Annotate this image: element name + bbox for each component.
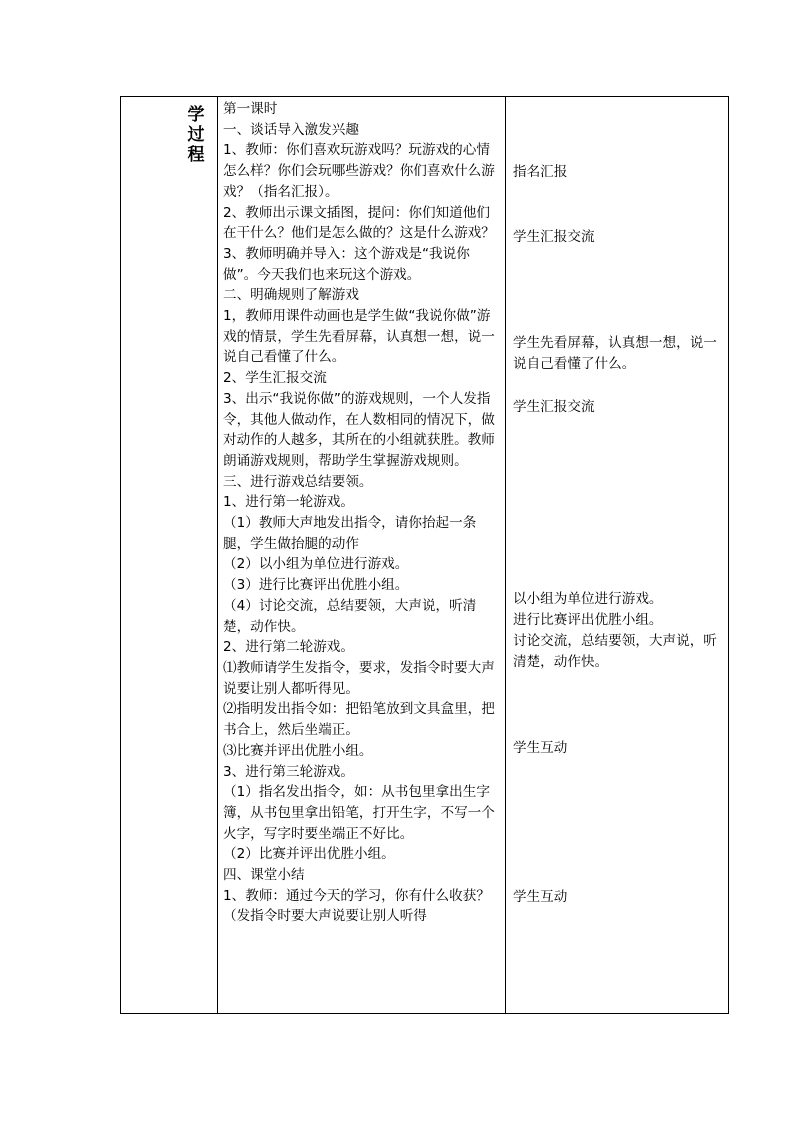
lesson-line: ⑵指明发出指令如：把铅笔放到文具盒里，把书合上，然后坐端正。 [223, 701, 495, 739]
lesson-line: 四、课堂小结 [223, 867, 305, 884]
lesson-line: 2、进行第二轮游戏。 [223, 639, 354, 656]
lesson-line: 2、教师出示课文插图，提问：你们知道他们在干什么？他们是怎么做的？这是什么游戏？ [223, 204, 495, 242]
student-note: 讨论交流，总结要领，大声说，听清楚，动作快。 [513, 633, 717, 670]
student-note: 学生互动 [513, 889, 568, 905]
student-activity-cell [506, 97, 729, 1014]
lesson-line: 1，教师用课件动画也是学生做“我说你做”游戏的情景，学生先看屏幕，认真想一想，说一说自己看懂了什么。 [223, 308, 495, 366]
lesson-line: 2、学生汇报交流 [223, 370, 327, 387]
student-note: 指名汇报 [513, 164, 568, 180]
teaching-process-cell [218, 97, 506, 1014]
lesson-line: 1、教师：你们喜欢玩游戏吗？玩游戏的心情怎么样？你们会玩哪些游戏？你们喜欢什么游戏？（指名汇报）。 [223, 142, 495, 200]
lesson-line: 1、进行第一轮游戏。 [223, 494, 354, 511]
lesson-line: 二、明确规则了解游戏 [223, 287, 359, 304]
lesson-line: 第一课时 [223, 101, 278, 117]
lesson-line: （2）以小组为单位进行游戏。 [223, 556, 409, 573]
lesson-line: 1、教师：通过今天的学习，你有什么收获？（发指令时要大声说要让别人听得 [223, 887, 490, 925]
lesson-line: 3、出示“我说你做”的游戏规则，一个人发指令，其他人做动作，在人数相同的情况下，做对动作的人越多，其所在的小组就获胜。教师朗诵游戏规则，帮助学生掌握游戏规则。 [223, 390, 495, 469]
teaching-process-text [218, 97, 505, 927]
lesson-line: （1）教师大声地发出指令，请你抬起一条腿，学生做抬腿的动作 [223, 515, 477, 552]
table-row [121, 97, 729, 1014]
lesson-line: （4）讨论交流，总结要领，大声说，听清楚，动作快。 [223, 597, 477, 635]
lesson-line: 三、进行游戏总结要领。 [223, 473, 373, 490]
lesson-line: 3、教师明确并导入：这个游戏是“我说你做”。今天我们也来玩这个游戏。 [223, 245, 470, 283]
lesson-line: 3、进行第三轮游戏。 [223, 763, 354, 780]
lesson-line: ⑴教师请学生发指令，要求，发指令时要大声说要让别人都听得见。 [223, 659, 495, 697]
lesson-line: （3）进行比赛评出优胜小组。 [223, 577, 409, 594]
student-note: 学生汇报交流 [513, 399, 595, 415]
section-label-cell [121, 97, 218, 1014]
section-label: 学过程 [187, 105, 205, 165]
lesson-line: 一、谈话导入激发兴趣 [223, 121, 359, 138]
student-note: 进行比赛评出优胜小组。 [513, 612, 663, 628]
student-note: 以小组为单位进行游戏。 [513, 591, 663, 607]
lesson-line: ⑶比赛并评出优胜小组。 [223, 742, 373, 759]
lesson-line: （2）比赛并评出优胜小组。 [223, 846, 395, 863]
lesson-plan-table [120, 96, 729, 1014]
lesson-line: （1）指名发出指令，如：从书包里拿出生字簿，从书包里拿出铅笔，打开生字，不写一个火字，写字时要坐端正不好比。 [223, 784, 495, 842]
student-note: 学生先看屏幕，认真想一想，说一说自己看懂了什么。 [513, 335, 717, 372]
student-note: 学生汇报交流 [513, 229, 595, 245]
student-note: 学生互动 [513, 740, 568, 756]
